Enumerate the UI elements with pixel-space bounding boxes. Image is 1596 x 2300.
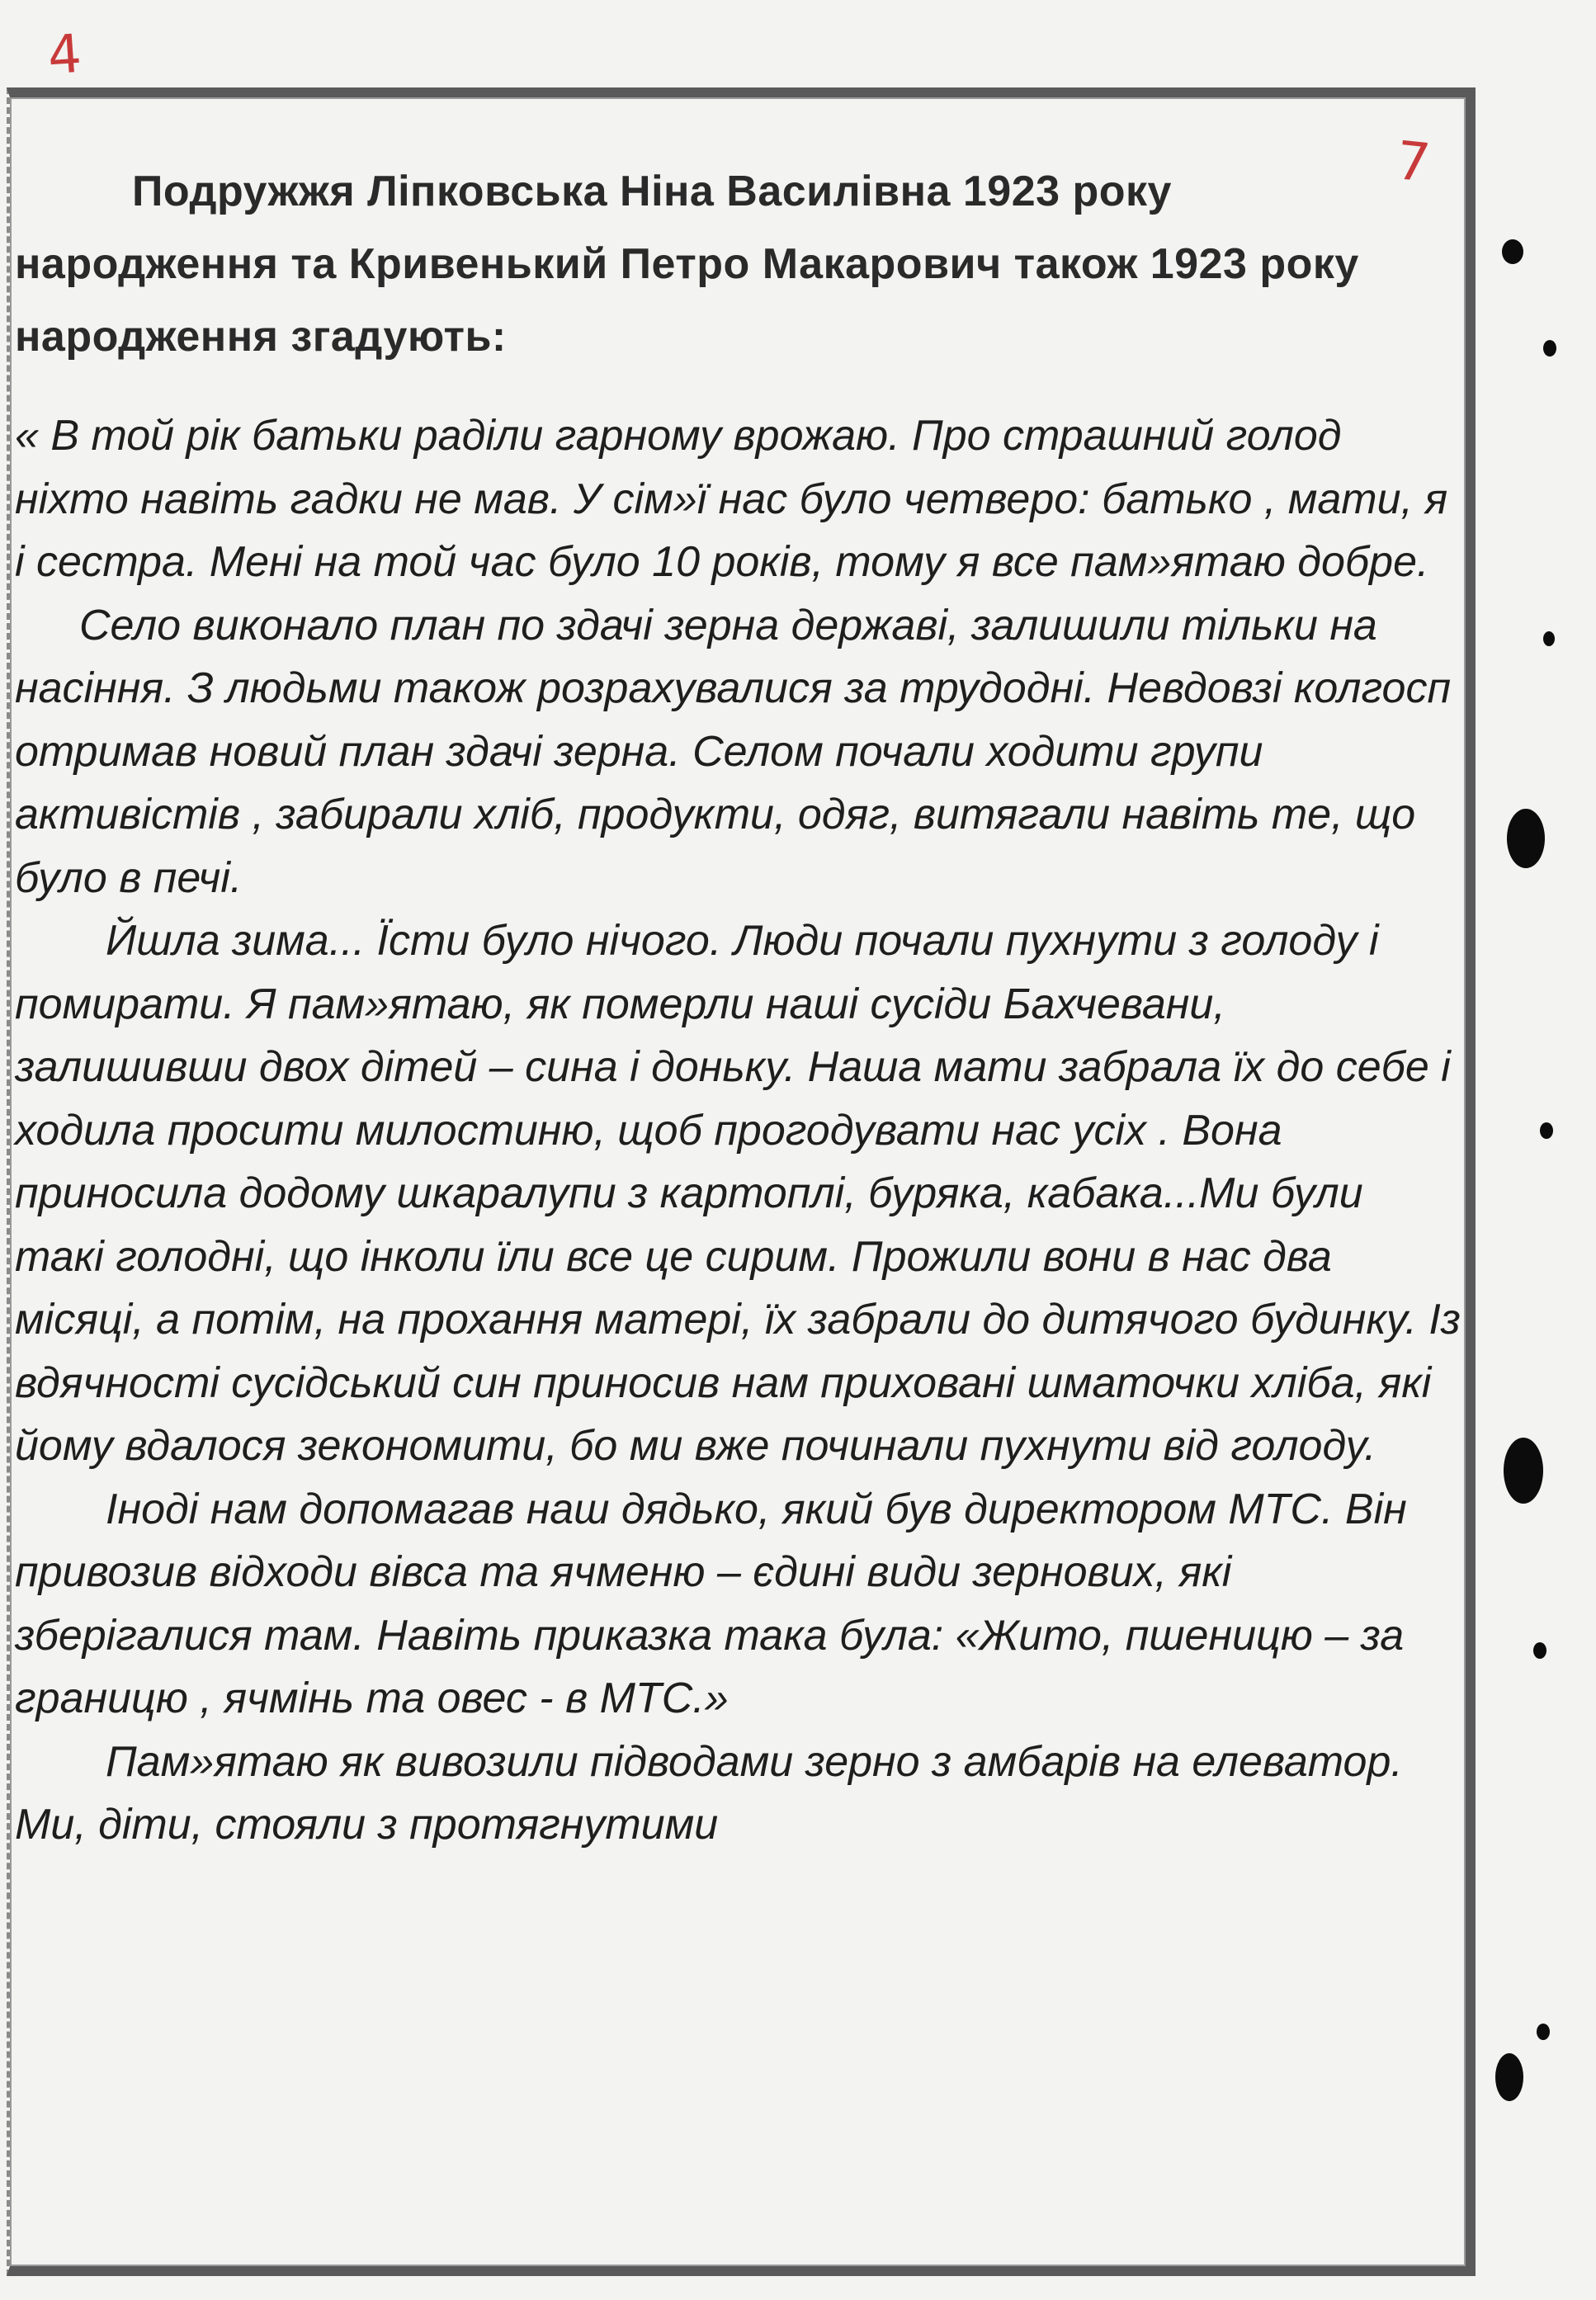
heading-text: Подружжя Ліпковська Ніна Василівна 1923 року народження та Кривенький Петро Макарович також 1923 року народження згадують: <box>15 168 1359 361</box>
page-number-mark: 4 <box>45 23 84 87</box>
paragraph-1-text: « В той рік батьки раділи гарному врожаю. Про страшний голод ніхто навіть гадки не мав. У сім»ї нас було четверо: батько , мати, я і сестра. Мені на той час було 10 років, тому я все пам»ятаю добре. <box>15 412 1448 586</box>
paragraph-5 <box>15 1731 1463 1857</box>
punch-hole <box>1504 1438 1543 1504</box>
paragraph-5-text: Пам»ятаю як вивозили підводами зерно з амбарів на елеватор. Ми, діти, стояли з протягнутими <box>15 1737 1403 1849</box>
sheet-number-mark: 7 <box>1393 130 1433 195</box>
punch-hole <box>1507 809 1545 868</box>
document-body <box>15 404 1463 1857</box>
paragraph-1 <box>15 404 1463 594</box>
punch-hole <box>1543 340 1556 357</box>
paragraph-2 <box>15 594 1463 910</box>
punch-hole <box>1537 2024 1550 2040</box>
paragraph-3 <box>15 909 1463 1478</box>
punch-hole <box>1495 2053 1523 2101</box>
paragraph-3-text: Йшла зима... Їсти було нічого. Люди почали пухнути з голоду і помирати. Я пам»ятаю, як померли наші сусіди Бахчевани, залишивши двох дітей – сина і доньку. Наша мати забрала їх до себе і ходила просити милостиню, щоб прогодувати нас усіх . Вона приносила додому шкаралупи з картоплі, буряка, кабака...Ми були такі голодні, що інколи їли все це сирим. Прожили вони в нас два місяці, а потім, на прохання матері, їх забрали до дитячого будинку. Із вдячності сусідський син приносив нам приховані шматочки хліба, які йому вдалося зекономити, бо ми вже починали пухнути від голоду. <box>15 917 1461 1470</box>
paragraph-4-text: Іноді нам допомагав наш дядько, який був директором МТС. Він привозив відходи вівса та ячменю – єдині види зернових, які зберігалися там. Навіть приказка така була: «Жито, пшеницю – за границю , ячмінь та овес - в МТС.» <box>15 1485 1407 1722</box>
paragraph-4 <box>15 1478 1463 1731</box>
punch-hole <box>1502 239 1523 264</box>
paragraph-2-text: Село виконало план по здачі зерна державі, залишили тільки на насіння. З людьми також розрахувалися за трудодні. Невдовзі колгосп отримав новий план здачі зерна. Селом почали ходити групи активістів , забирали хліб, продукти, одяг, витягали навіть те, що було в печі. <box>15 601 1452 902</box>
punch-hole <box>1540 1122 1553 1139</box>
punch-hole <box>1533 1642 1546 1659</box>
document-heading <box>15 155 1401 373</box>
punch-hole <box>1543 631 1555 646</box>
